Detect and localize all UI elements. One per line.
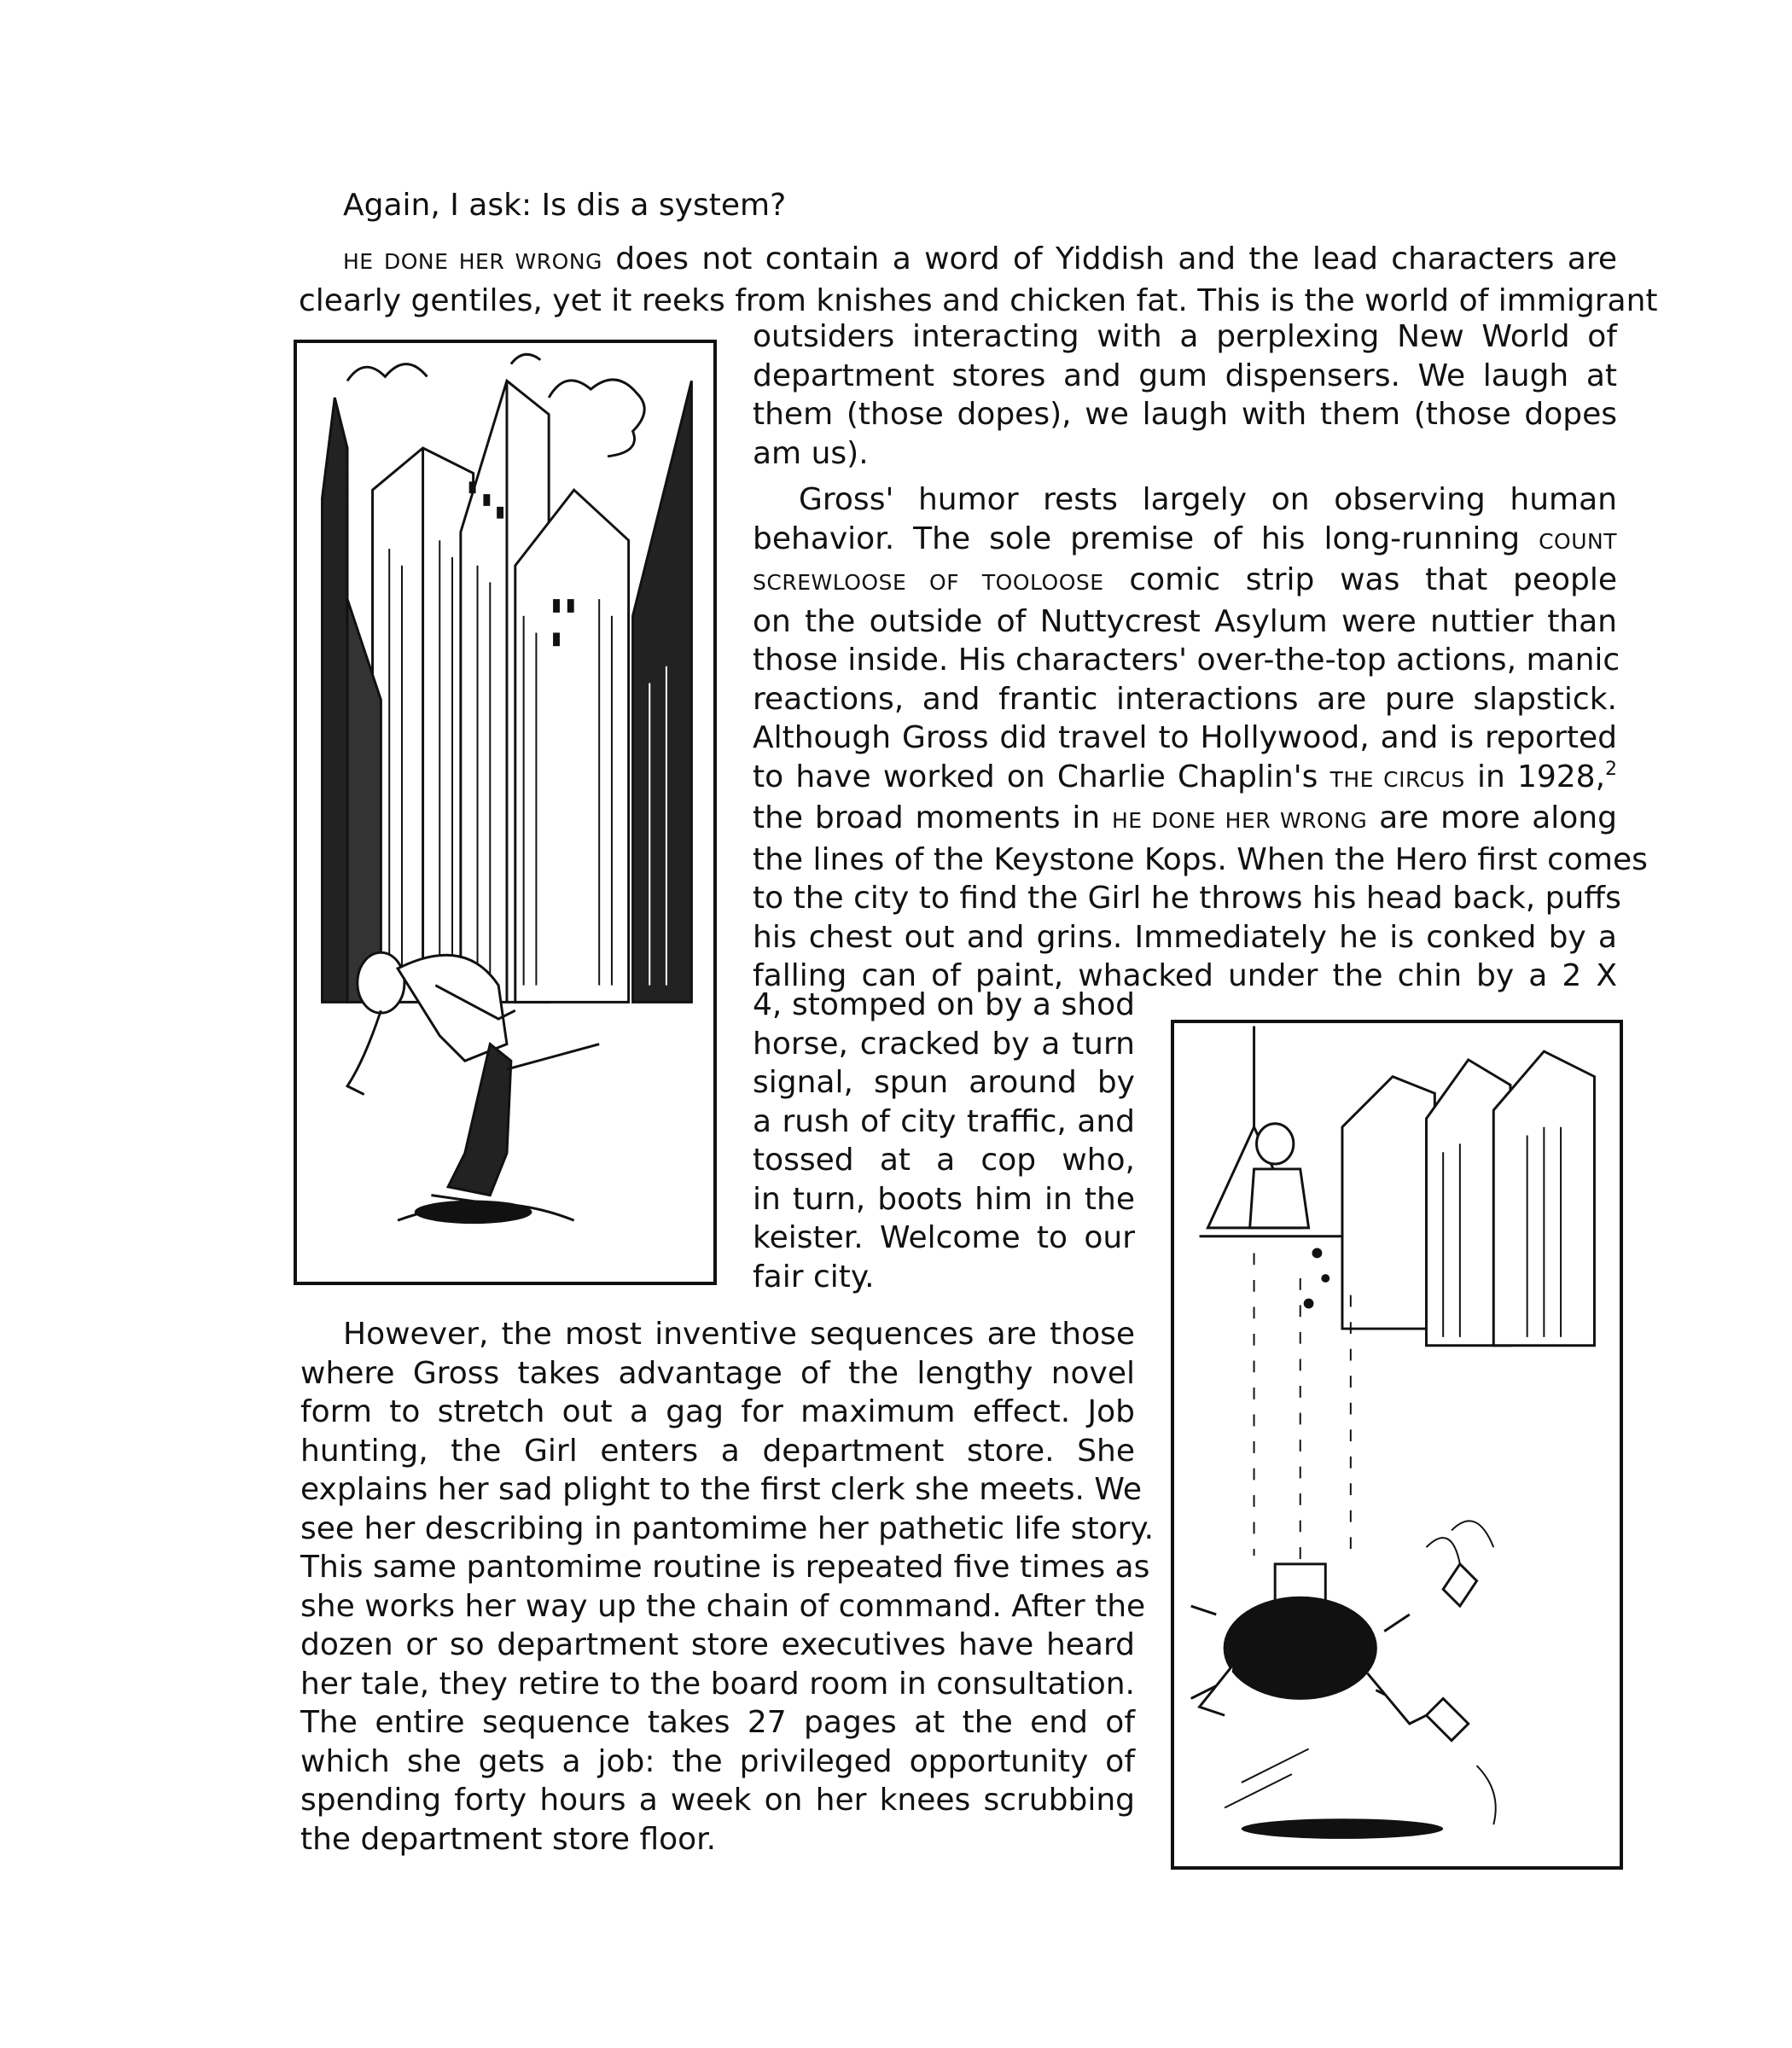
falling-paint-illustration	[1171, 1020, 1623, 1870]
falling-paint-drawing	[1174, 1023, 1620, 1866]
city-skyscrapers-drawing	[297, 343, 713, 1282]
p3-line-2: behavior. The sole premise of his long-running COUNT	[753, 521, 1617, 556]
hero-shadow	[415, 1201, 532, 1225]
p3-line-8: to have worked on Charlie Chaplin's THE CIRCUS in 1928,$^2$	[753, 758, 1618, 794]
p3-line-9: the broad moments in HE DONE HER WRONG are more along	[753, 800, 1617, 835]
paragraph-4: However, the most inventive sequences are those where Gross takes advantage of the lengthy novel form to stretch out a gag for maximum effect. Job hunting, the Girl enters a department store. She explains her sad plight to the first clerk she meets. We see her describing in pantomime her pathetic life story. This same pantomime routine is repeated five times as she works her way up the chain of command. After the dozen or so department store executives have heard her tale, they retire to the board room in consultation. The entire sequence takes 27 pages at the end of which she gets a job: the privileged opportunity of spending forty hours a week on her knees scrubbing the department store floor.	[300, 1317, 1155, 1857]
opening-line: Again, I ask: Is dis a system?	[343, 188, 787, 223]
p3-line-3: SCREWLOOSE OF TOOLOOSE comic strip was that people	[753, 562, 1618, 597]
paragraph-2: HE DONE HER WRONG does not contain a word of Yiddish and the lead characters are clearly gentiles, yet it reeks from knishes and chicken fat. This is the world of immigrant	[299, 241, 1658, 318]
right-column-text: outsiders interacting with a perplexing New World of department stores and gum dispensers. We laugh at them (those dopes), we laugh with them (those dopes am us). Gross' humor rests largely on observing human behavior. The sole premise of his long-running COUNT SCREWLOOSE OF TOOLOOSE comic strip was that people on the outside of Nuttycrest Asylum were nuttier than those inside. His characters' over-the-top actions, manic reactions, and frantic interactions are pure slapstick. Although Gross did travel to Hollywood, and is reported to have worked on Charlie Chaplin's THE CIRCUS in 1928,$^2$ the broad moments in HE DONE HER WRONG are more along the lines of the Keystone Kops. When the Hero first comes to the city to find the Girl he throws his head back, puffs his chest out and grins. Immediately he is conked by a falling can of paint, whacked under the chin by a 2 X	[753, 319, 1648, 993]
middle-narrow-column: 4, stomped on by a shod horse, cracked by a turn signal, spun around by a rush of city traffic, and tossed at a cop who, in turn, boots him in the keister. Welcome to our fair city.	[753, 987, 1135, 1295]
hero-shadow	[1242, 1818, 1443, 1839]
city-skyscrapers-illustration	[294, 340, 717, 1285]
p2-line-1: HE DONE HER WRONG does not contain a word of Yiddish and the lead characters are	[343, 241, 1617, 276]
